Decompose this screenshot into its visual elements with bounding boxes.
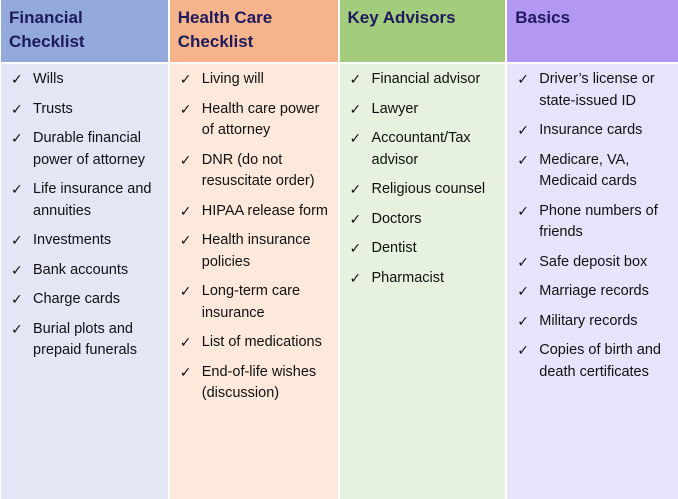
checklist-item bbox=[11, 289, 164, 311]
checklist-item-label: Charge cards bbox=[33, 291, 121, 307]
checklist-item bbox=[517, 150, 674, 193]
checkmark-icon: ✓ bbox=[517, 253, 529, 270]
column-title-line: Basics bbox=[515, 8, 571, 27]
checklist-item-label: Investments bbox=[33, 232, 112, 248]
checkmark-icon: ✓ bbox=[179, 202, 192, 219]
checkmark-icon: ✓ bbox=[349, 100, 362, 117]
checkmark-icon: ✓ bbox=[11, 320, 23, 337]
column-items bbox=[170, 64, 338, 499]
column-title-line: Checklist bbox=[9, 32, 85, 51]
checklist-item-label: Copies of birth and death certificates bbox=[539, 342, 661, 380]
column-title-line: Financial bbox=[9, 8, 83, 27]
checklist-item-label: Bank accounts bbox=[33, 261, 129, 278]
checkmark-icon: ✓ bbox=[179, 283, 192, 299]
checklist-item bbox=[350, 268, 502, 290]
column-header bbox=[170, 0, 338, 64]
checklist-item-label: Medicare, VA, Medicaid cards bbox=[539, 151, 637, 189]
column-title-line: Checklist bbox=[177, 32, 254, 51]
checklist-item-label: Burial plots and prepaid funerals bbox=[33, 320, 137, 358]
checkmark-icon: ✓ bbox=[179, 363, 192, 380]
column-items bbox=[340, 64, 506, 499]
checkmark-icon: ✓ bbox=[349, 240, 362, 256]
checklist-item bbox=[180, 230, 334, 273]
checklist-item bbox=[180, 332, 334, 354]
checklist-item bbox=[350, 99, 502, 121]
checkmark-icon: ✓ bbox=[349, 181, 362, 197]
checklist-item bbox=[517, 201, 674, 244]
checklist-item bbox=[11, 99, 164, 121]
checklist-item-label: HIPAA release form bbox=[201, 202, 329, 219]
checklist-item-label: Driver’s license or state-issued ID bbox=[539, 71, 655, 109]
checkmark-icon: ✓ bbox=[11, 232, 23, 248]
column-health-care-checklist bbox=[170, 0, 340, 499]
checkmark-icon: ✓ bbox=[349, 71, 362, 87]
checkmark-icon: ✓ bbox=[11, 261, 23, 278]
checklist-item-label: List of medications bbox=[201, 334, 322, 350]
checkmark-icon: ✓ bbox=[517, 202, 529, 219]
checkmark-icon: ✓ bbox=[517, 122, 529, 138]
checkmark-icon: ✓ bbox=[11, 100, 23, 117]
checkmark-icon: ✓ bbox=[349, 130, 362, 146]
checklist-item-label: Wills bbox=[33, 71, 64, 87]
checklist-item bbox=[180, 362, 334, 405]
checklist-item bbox=[11, 179, 164, 222]
checklist-item bbox=[517, 281, 674, 303]
checklist-item bbox=[11, 128, 164, 171]
checklist-item bbox=[350, 238, 502, 260]
checkmark-icon: ✓ bbox=[11, 181, 23, 197]
checklist-item-label: Military records bbox=[539, 312, 638, 329]
checklist-item bbox=[517, 120, 674, 142]
checklist-item-label: Lawyer bbox=[371, 100, 419, 117]
checklist-item bbox=[517, 69, 674, 112]
checkmark-icon: ✓ bbox=[11, 130, 23, 146]
checklist-item bbox=[11, 260, 164, 282]
column-title-line: Key Advisors bbox=[347, 8, 456, 27]
checklist-item bbox=[180, 150, 334, 193]
checklist-item-label: Safe deposit box bbox=[539, 253, 648, 270]
column-items bbox=[1, 64, 168, 499]
column-items bbox=[507, 64, 678, 499]
checklist-item-label: Insurance cards bbox=[539, 122, 643, 138]
checkmark-icon: ✓ bbox=[517, 71, 529, 87]
checkmark-icon: ✓ bbox=[517, 342, 529, 358]
checkmark-icon: ✓ bbox=[179, 334, 192, 350]
checklist-item-label: Health insurance policies bbox=[201, 232, 311, 270]
checklist-item-label: Dentist bbox=[371, 240, 417, 256]
checklist-item-label: Living will bbox=[201, 71, 264, 87]
checklist-item-label: Health care power of attorney bbox=[201, 100, 320, 138]
checklist-item bbox=[11, 69, 164, 91]
column-header bbox=[340, 0, 506, 64]
checklist-item bbox=[180, 281, 334, 324]
checklist-item-label: DNR (do not resuscitate order) bbox=[201, 151, 315, 189]
column-title-line: Health Care bbox=[177, 8, 273, 27]
checklist-item-label: Long-term care insurance bbox=[201, 283, 301, 321]
checkmark-icon: ✓ bbox=[179, 100, 192, 117]
checklist-item-label: Life insurance and annuities bbox=[33, 181, 152, 219]
checklist-item bbox=[350, 69, 502, 91]
checklist-item bbox=[180, 99, 334, 142]
checklist-item bbox=[517, 311, 674, 333]
checkmark-icon: ✓ bbox=[349, 210, 362, 227]
checklist-item-label: Financial advisor bbox=[371, 71, 481, 87]
column-basics bbox=[507, 0, 678, 499]
checkmark-icon: ✓ bbox=[179, 151, 192, 168]
checkmark-icon: ✓ bbox=[179, 232, 192, 248]
checklist-item bbox=[350, 128, 502, 171]
checklist-item bbox=[180, 201, 334, 223]
checklist-item-label: Phone numbers of friends bbox=[539, 202, 658, 240]
checklist-item bbox=[11, 319, 164, 362]
checkmark-icon: ✓ bbox=[349, 269, 362, 286]
checklist-item-label: Marriage records bbox=[539, 283, 649, 299]
checkmark-icon: ✓ bbox=[517, 283, 529, 299]
checkmark-icon: ✓ bbox=[179, 71, 192, 87]
checkmark-icon: ✓ bbox=[11, 291, 23, 307]
checklist-item bbox=[350, 179, 502, 201]
checkmark-icon: ✓ bbox=[517, 312, 529, 329]
checkmark-icon: ✓ bbox=[517, 151, 529, 168]
column-financial-checklist bbox=[1, 0, 170, 499]
checklist-item-label: Accountant/Tax advisor bbox=[371, 130, 471, 168]
checklist-item-label: Pharmacist bbox=[371, 269, 445, 286]
checklist-item bbox=[517, 340, 674, 383]
checklist-item bbox=[350, 209, 502, 231]
checklist-item bbox=[517, 252, 674, 274]
checklist-item-label: Durable financial power of attorney bbox=[33, 130, 146, 168]
column-header bbox=[1, 0, 168, 64]
checklist-item bbox=[180, 69, 334, 91]
checklist-item-label: Trusts bbox=[33, 100, 73, 117]
checklist-item-label: End-of-life wishes (discussion) bbox=[201, 363, 317, 401]
checklist-item-label: Religious counsel bbox=[371, 181, 486, 197]
column-key-advisors bbox=[340, 0, 508, 499]
column-header bbox=[507, 0, 678, 64]
checklist-item bbox=[11, 230, 164, 252]
checkmark-icon: ✓ bbox=[11, 71, 23, 87]
checklist-item-label: Doctors bbox=[371, 210, 422, 227]
